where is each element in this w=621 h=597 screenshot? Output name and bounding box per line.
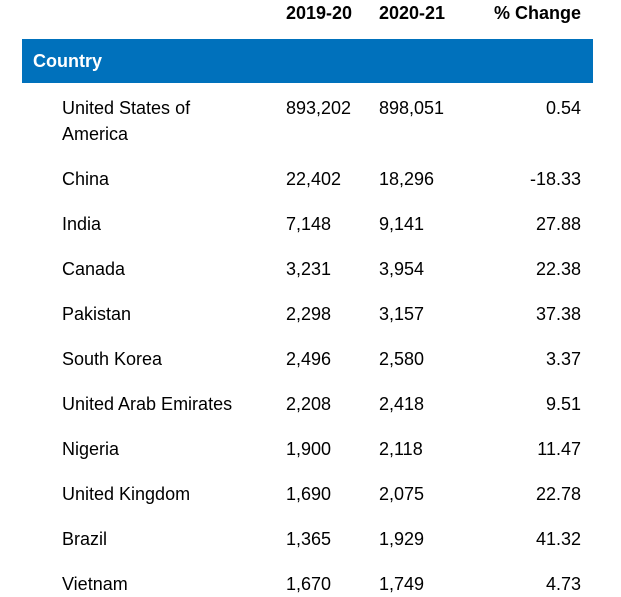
country-name: Vietnam — [62, 574, 128, 594]
value-pct-change: 4.73 — [545, 574, 581, 594]
table-row — [0, 166, 621, 192]
value-pct-change: 11.47 — [537, 439, 581, 459]
value-2019-20: 1,690 — [286, 484, 332, 504]
country-name: China — [62, 169, 110, 189]
value-2019-20: 1,365 — [286, 529, 332, 549]
value-2019-20: 22,402 — [286, 169, 342, 189]
country-name: Canada — [62, 259, 126, 279]
value-pct-change: 3.37 — [545, 349, 581, 369]
value-pct-change: -18.33 — [529, 169, 581, 189]
country-section-header-bar — [22, 39, 593, 83]
column-header-2019-20: 2019-20 — [286, 3, 353, 23]
value-2020-21: 9,141 — [379, 214, 425, 234]
value-2020-21: 3,157 — [379, 304, 425, 324]
country-name: United Kingdom — [62, 484, 191, 504]
value-pct-change: 37.38 — [535, 304, 581, 324]
country-name: South Korea — [62, 349, 163, 369]
column-header-2020-21: 2020-21 — [379, 3, 446, 23]
table-row — [0, 436, 621, 462]
value-2019-20: 3,231 — [286, 259, 332, 279]
table-row — [0, 526, 621, 552]
table-row — [0, 95, 621, 147]
value-2019-20: 1,900 — [286, 439, 332, 459]
value-2020-21: 2,075 — [379, 484, 425, 504]
value-2019-20: 893,202 — [286, 98, 352, 118]
column-header-pct-change: % Change — [493, 3, 581, 23]
country-name: Brazil — [62, 529, 108, 549]
column-header-spacer — [0, 0, 286, 26]
value-2020-21: 2,580 — [379, 349, 425, 369]
table-row — [0, 391, 621, 417]
table-body — [0, 95, 621, 597]
value-2019-20: 7,148 — [286, 214, 332, 234]
value-pct-change: 41.32 — [535, 529, 581, 549]
country-name: United States of America — [62, 98, 191, 144]
value-2020-21: 3,954 — [379, 259, 425, 279]
table-row — [0, 256, 621, 282]
value-pct-change: 22.38 — [535, 259, 581, 279]
value-2019-20: 2,496 — [286, 349, 332, 369]
value-pct-change: 9.51 — [545, 394, 581, 414]
table-row — [0, 571, 621, 597]
value-pct-change: 22.78 — [535, 484, 581, 504]
value-2020-21: 1,749 — [379, 574, 425, 594]
table-row — [0, 301, 621, 327]
country-name: India — [62, 214, 102, 234]
value-pct-change: 27.88 — [535, 214, 581, 234]
country-name: Nigeria — [62, 439, 120, 459]
value-2019-20: 1,670 — [286, 574, 332, 594]
value-2020-21: 2,118 — [379, 439, 423, 459]
value-pct-change: 0.54 — [545, 98, 581, 118]
value-2020-21: 2,418 — [379, 394, 425, 414]
value-2019-20: 2,208 — [286, 394, 332, 414]
country-name: Pakistan — [62, 304, 132, 324]
column-header-row — [0, 0, 621, 26]
value-2020-21: 898,051 — [379, 98, 445, 118]
value-2020-21: 1,929 — [379, 529, 425, 549]
value-2019-20: 2,298 — [286, 304, 332, 324]
country-name: United Arab Emirates — [62, 394, 233, 414]
table-row — [0, 481, 621, 507]
value-2020-21: 18,296 — [379, 169, 435, 189]
table-row — [0, 211, 621, 237]
table-row — [0, 346, 621, 372]
country-section-label: Country — [33, 51, 102, 71]
